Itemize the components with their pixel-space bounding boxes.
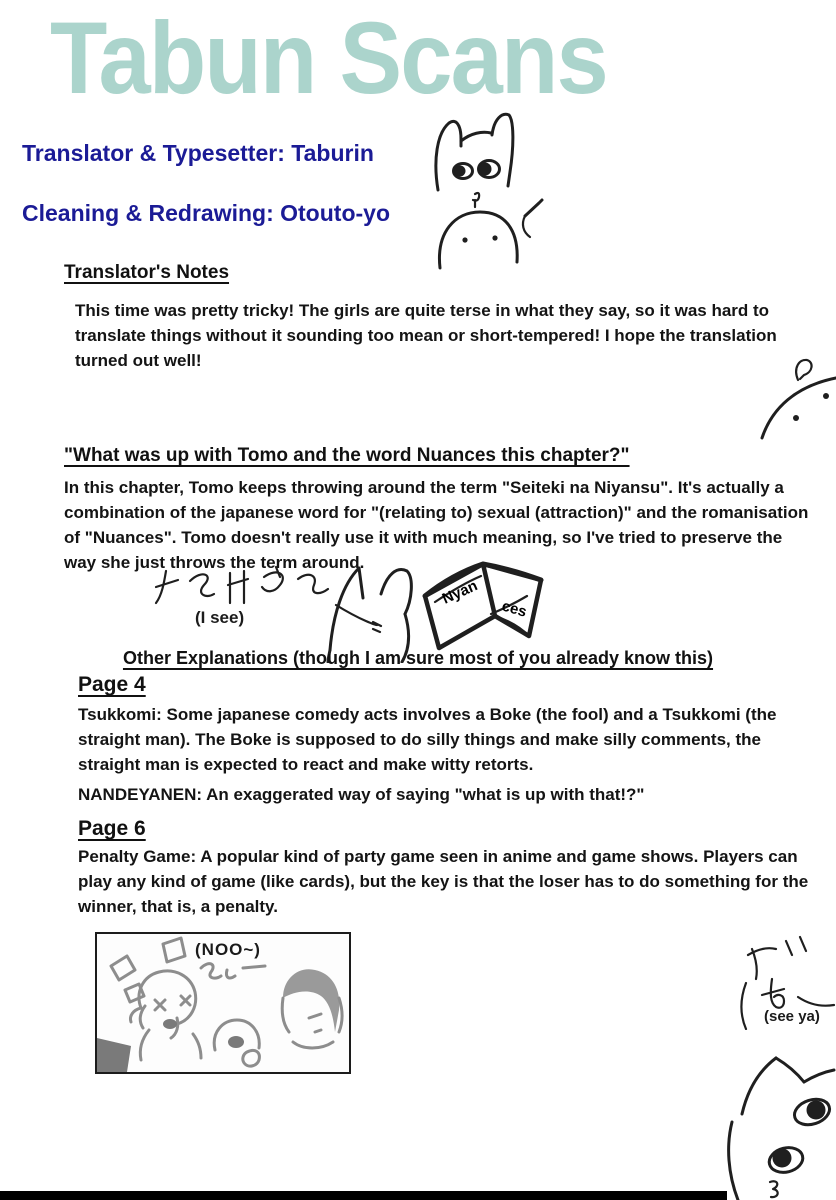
penalty-game-note: Penalty Game: A popular kind of party game seen in anime and game shows. Players can play any kind of game (like cards), but the key is that the loser has to do something for the winner, that is, a penalty. — [78, 847, 809, 916]
blob-peek-doodle-icon — [746, 348, 836, 443]
nuances-body: In this chapter, Tomo keeps throwing around the term "Seiteki na Niyansu". It's actually a combination of the japanese word for "(relating to) sexual (attraction)" and the romanisation of "Nuances". Tomo doesn't really use it with much meaning, so I've tried to preserve the way she just throws the term around. — [64, 478, 809, 572]
page-4-notes — [78, 702, 826, 807]
see-ya-label: (see ya) — [764, 1008, 820, 1025]
credit-translator: Translator & Typesetter: Taburin — [22, 140, 374, 166]
book-label-left: Nyan — [439, 577, 481, 608]
scan-edge-bar — [0, 1191, 727, 1200]
credit-cleaner: Cleaning & Redrawing: Otouto-yo — [22, 200, 390, 226]
nandeyanen-note: NANDEYANEN: An exaggerated way of saying "what is up with that!?" — [78, 785, 645, 804]
page-4-heading: Page 4 — [78, 673, 146, 696]
page-6-heading: Page 6 — [78, 817, 146, 840]
notes-body: This time was pretty tricky! The girls are quite terse in what they say, so it was hard to translate things without it sounding too mean or short-tempered! I hope the translation turned out well! — [75, 301, 777, 370]
page-title: Tabun Scans — [50, 1, 607, 115]
bottom-cat-doodle-icon — [686, 1030, 836, 1200]
cat-doodle-icon — [422, 110, 572, 270]
nuances-heading: "What was up with Tomo and the word Nuances this chapter?" — [64, 445, 630, 466]
manga-panel — [95, 932, 351, 1074]
other-explanations-heading: Other Explanations (though I am sure most of you already know this) — [122, 648, 714, 668]
tsukkomi-note: Tsukkomi: Some japanese comedy acts involves a Boke (the fool) and a Tsukkomi (the straight man). The Boke is supposed to do silly things and make silly comments, the straight man is expected to react and make witty retorts. — [78, 705, 777, 774]
book-label-right: ces — [499, 597, 529, 621]
notes-heading: Translator's Notes — [64, 262, 230, 283]
noo-caption: (NOO~) — [195, 940, 261, 959]
i-see-label: (I see) — [195, 608, 245, 627]
myuu-handwriting-icon — [201, 964, 265, 978]
page-6-notes — [78, 844, 810, 919]
